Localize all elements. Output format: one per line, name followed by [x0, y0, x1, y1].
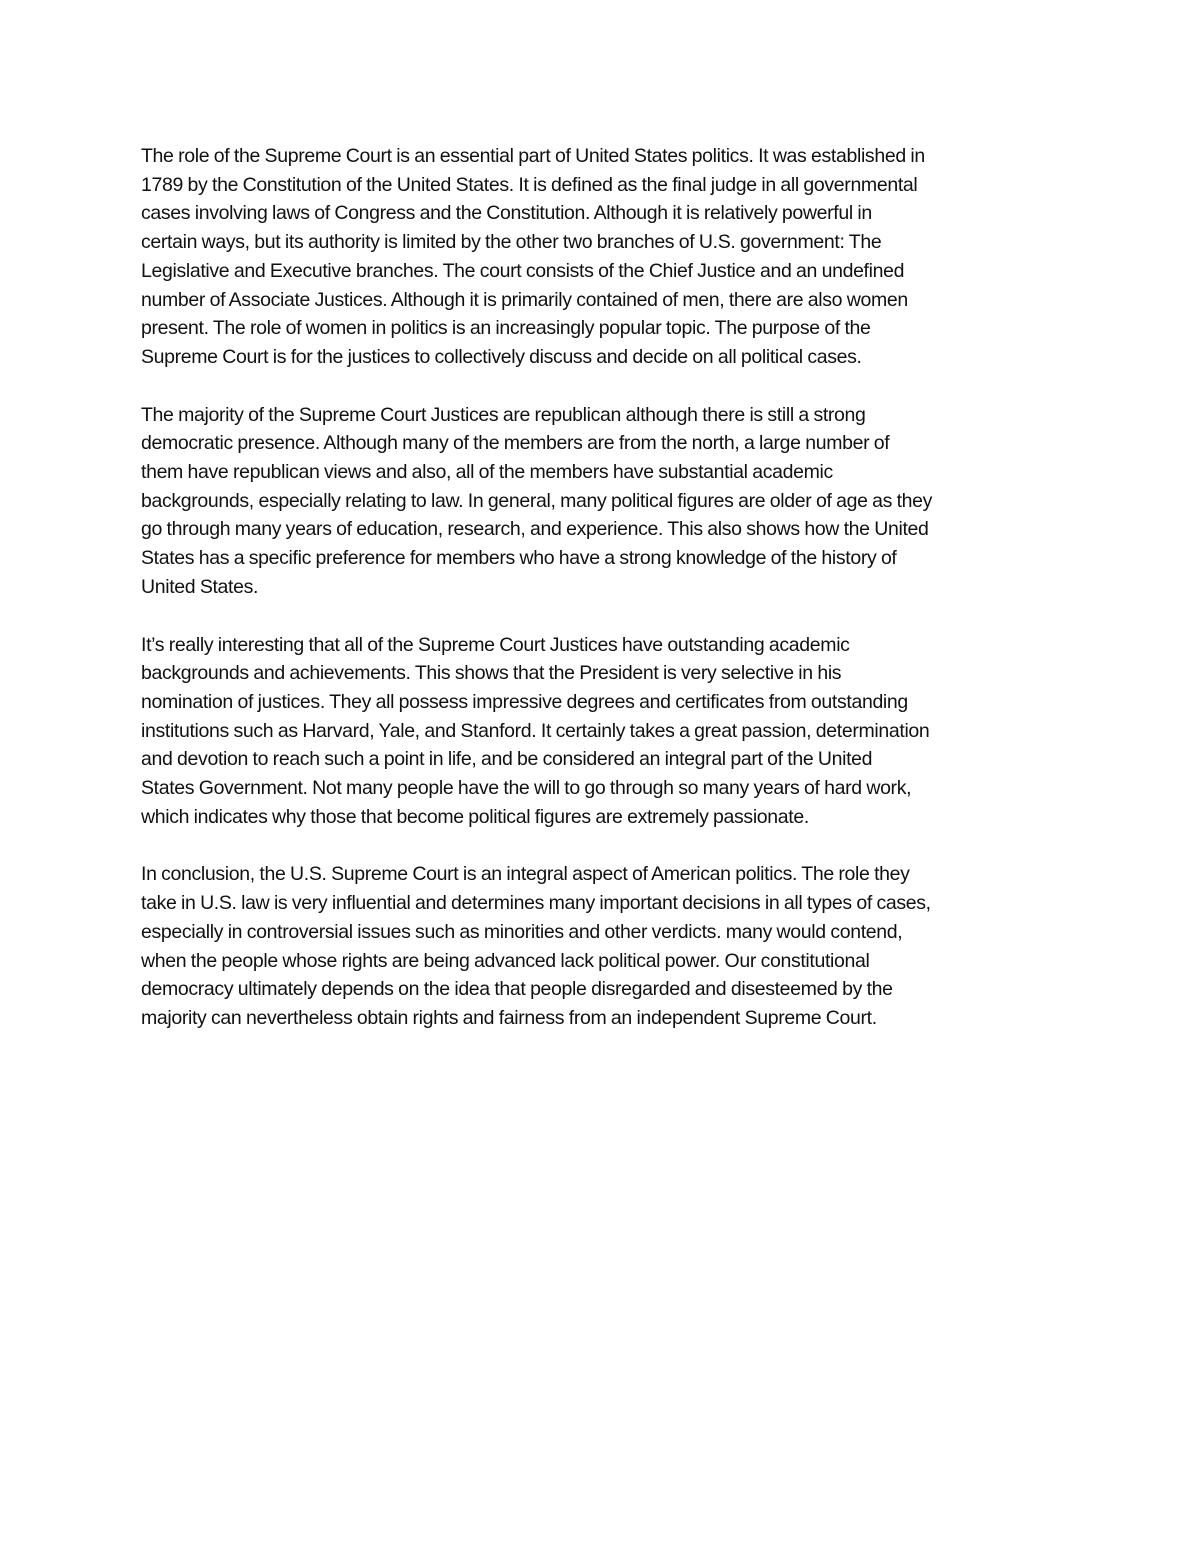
- text-line: institutions such as Harvard, Yale, and Stanford. It certainly takes a great passion, determination: [141, 719, 930, 742]
- text-line: In conclusion, the U.S. Supreme Court is an integral aspect of American politics. The role they: [141, 863, 910, 886]
- text-line: majority can nevertheless obtain rights and fairness from an independent Supreme Court.: [141, 1006, 877, 1029]
- text-line: Supreme Court is for the justices to collectively discuss and decide on all political cases.: [141, 345, 862, 368]
- paragraph-conclusion: [141, 860, 1066, 1032]
- text-line: go through many years of education, research, and experience. This also shows how the United: [141, 518, 929, 541]
- text-line: backgrounds and achievements. This shows that the President is very selective in his: [141, 662, 842, 685]
- text-line: States Government. Not many people have the will to go through so many years of hard work,: [141, 777, 912, 800]
- text-line: them have republican views and also, all of the members have substantial academic: [141, 461, 833, 484]
- text-line: and devotion to reach such a point in life, and be considered an integral part of the United: [141, 748, 873, 771]
- paragraph-introduction: [141, 142, 1066, 372]
- text-line: backgrounds, especially relating to law. In general, many political figures are older of age as they: [141, 489, 933, 512]
- text-line: nomination of justices. They all possess impressive degrees and certificates from outstanding: [141, 690, 908, 713]
- text-line: democratic presence. Although many of the members are from the north, a large number of: [141, 432, 890, 455]
- text-line: 1789 by the Constitution of the United States. It is defined as the final judge in all governmental: [141, 173, 918, 196]
- text-line: certain ways, but its authority is limited by the other two branches of U.S. government: The: [141, 231, 882, 254]
- text-line: United States.: [141, 575, 259, 598]
- text-line: present. The role of women in politics is an increasingly popular topic. The purpose of the: [141, 317, 871, 340]
- text-line: take in U.S. law is very influential and determines many important decisions in all types of cases,: [141, 892, 931, 915]
- document-body: [141, 142, 1066, 1062]
- text-line: democracy ultimately depends on the idea that people disregarded and disesteemed by the: [141, 978, 893, 1001]
- text-line: States has a specific preference for members who have a strong knowledge of the history of: [141, 547, 897, 570]
- text-line: Legislative and Executive branches. The court consists of the Chief Justice and an undefined: [141, 259, 905, 282]
- text-line: which indicates why those that become political figures are extremely passionate.: [141, 805, 809, 828]
- text-line: especially in controversial issues such as minorities and other verdicts. many would contend,: [141, 920, 903, 943]
- text-line: The role of the Supreme Court is an essential part of United States politics. It was established in: [141, 145, 925, 167]
- text-line: number of Associate Justices. Although it is primarily contained of men, there are also women: [141, 288, 908, 311]
- paragraph-majority: [141, 401, 1066, 602]
- text-line: when the people whose rights are being advanced lack political power. Our constitutional: [141, 949, 870, 972]
- text-line: It’s really interesting that all of the Supreme Court Justices have outstanding academic: [141, 633, 850, 656]
- text-line: cases involving laws of Congress and the Constitution. Although it is relatively powerful in: [141, 202, 872, 225]
- paragraph-academics: [141, 631, 1066, 832]
- text-line: The majority of the Supreme Court Justices are republican although there is still a strong: [141, 403, 866, 426]
